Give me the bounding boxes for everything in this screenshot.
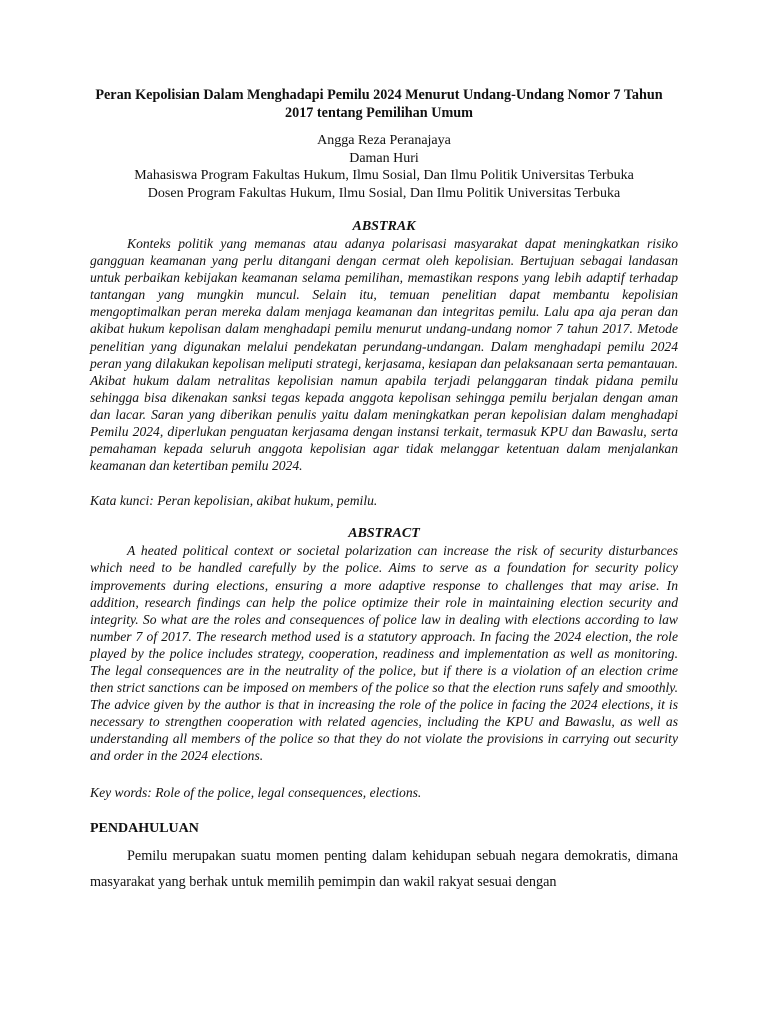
abstrak-heading: ABSTRAK <box>352 219 416 234</box>
author-block <box>90 132 678 202</box>
body-paragraph: Pemilu merupakan suatu momen penting dalam kehidupan sebuah negara demokratis, dimana masyarakat yang berhak untuk memilih pemimpin dan wakil rakyat sesuai dengan <box>90 847 678 890</box>
author-affiliation: Mahasiswa Program Fakultas Hukum, Ilmu Sosial, Dan Ilmu Politik Universitas Terbuka <box>134 168 634 183</box>
abstrak-text: Konteks politik yang memanas atau adanya polarisasi masyarakat dapat meningkatkan risiko gangguan keamanan yang perlu ditangani dengan cermat oleh kepolisian. Bertujuan sebagai landasan untuk perbaikan kebijakan keamanan selama pemilihan, memastikan respons yang lebih adaptif terhadap tantangan yang mungkin muncul. Selain itu, temuan penelitian dapat membantu kepolisian mengoptimalkan peran mereka dalam menjaga keamanan dan integritas pemilu. Lalu apa aja peran dan akibat hukum kepolisan dalam menghadapi pemilu menurut undang-undang nomor 7 tahun 2017. Metode penelitian yang digunakan melalui pendekatan perundang-undangan. Dalam menghadapi pemilu 2024 peran yang dilakukan kepolisan meliputi strategi, kerjasama, kesiapan dan pelaksanaan serta pemantauan. Akibat hukum dalam netralitas kepolisian namun apabila terjadi pelanggaran tindak pidana pemilu sehingga bisa dikenakan sanksi tegas kepada anggota kepolisan sehingga pemilu berjalan dengan aman dan lacar. Saran yang diberikan penulis yaitu dalam meningkatkan peran kepolisian dalam menghadapi Pemilu 2024, diperlukan penguatan kerjasama dengan instansi terkait, termasuk KPU dan Bawaslu, serta pemahaman kepada seluruh anggota kepolisian agar tidak melanggar ketentuan dalam menjalankan keamanan dan ketertiban pemilu 2024. <box>90 236 678 474</box>
author-name: Daman Huri <box>349 150 419 166</box>
abstract-heading: ABSTRACT <box>348 526 420 542</box>
author-affiliation: Dosen Program Fakultas Hukum, Ilmu Sosial, Dan Ilmu Politik Universitas Terbuka <box>147 185 621 201</box>
paper-title: Peran Kepolisian Dalam Menghadapi Pemilu 2024 Menurut Undang-Undang Nomor 7 Tahun 2017 tentang Pemilihan Umum <box>95 87 663 121</box>
author-name: Angga Reza Peranajaya <box>317 133 451 148</box>
section-heading: PENDAHULUAN <box>90 820 199 836</box>
kata-kunci: Kata kunci: Peran kepolisian, akibat hukum, pemilu. <box>90 493 378 509</box>
abstract-text: A heated political context or societal polarization can increase the risk of security disturbances which need to be handled carefully by the police. Aims to serve as a foundation for security policy improvements during elections, ensuring a more adaptive response to challenges that may arise. In addition, research findings can help the police optimize their role in maintaining election security and integrity. So what are the roles and consequences of police law in dealing with elections according to law number 7 of 2017. The research method used is a statutory approach. In facing the 2024 election, the role played by the police includes strategy, cooperation, readiness and implementation as well as monitoring. The legal consequences are in the neutrality of the police, but if there is a violation of an election crime then strict sanctions can be imposed on members of the police so that the election runs safely and smoothly. The advice given by the author is that in increasing the role of the police in facing the 2024 elections, it is necessary to strengthen cooperation with related agencies, including the KPU and Bawaslu, as well as understanding all members of the police so that they do not violate the provisions in carrying out security and order in the 2024 elections. <box>90 543 678 764</box>
key-words: Key words: Role of the police, legal consequences, elections. <box>90 784 422 800</box>
